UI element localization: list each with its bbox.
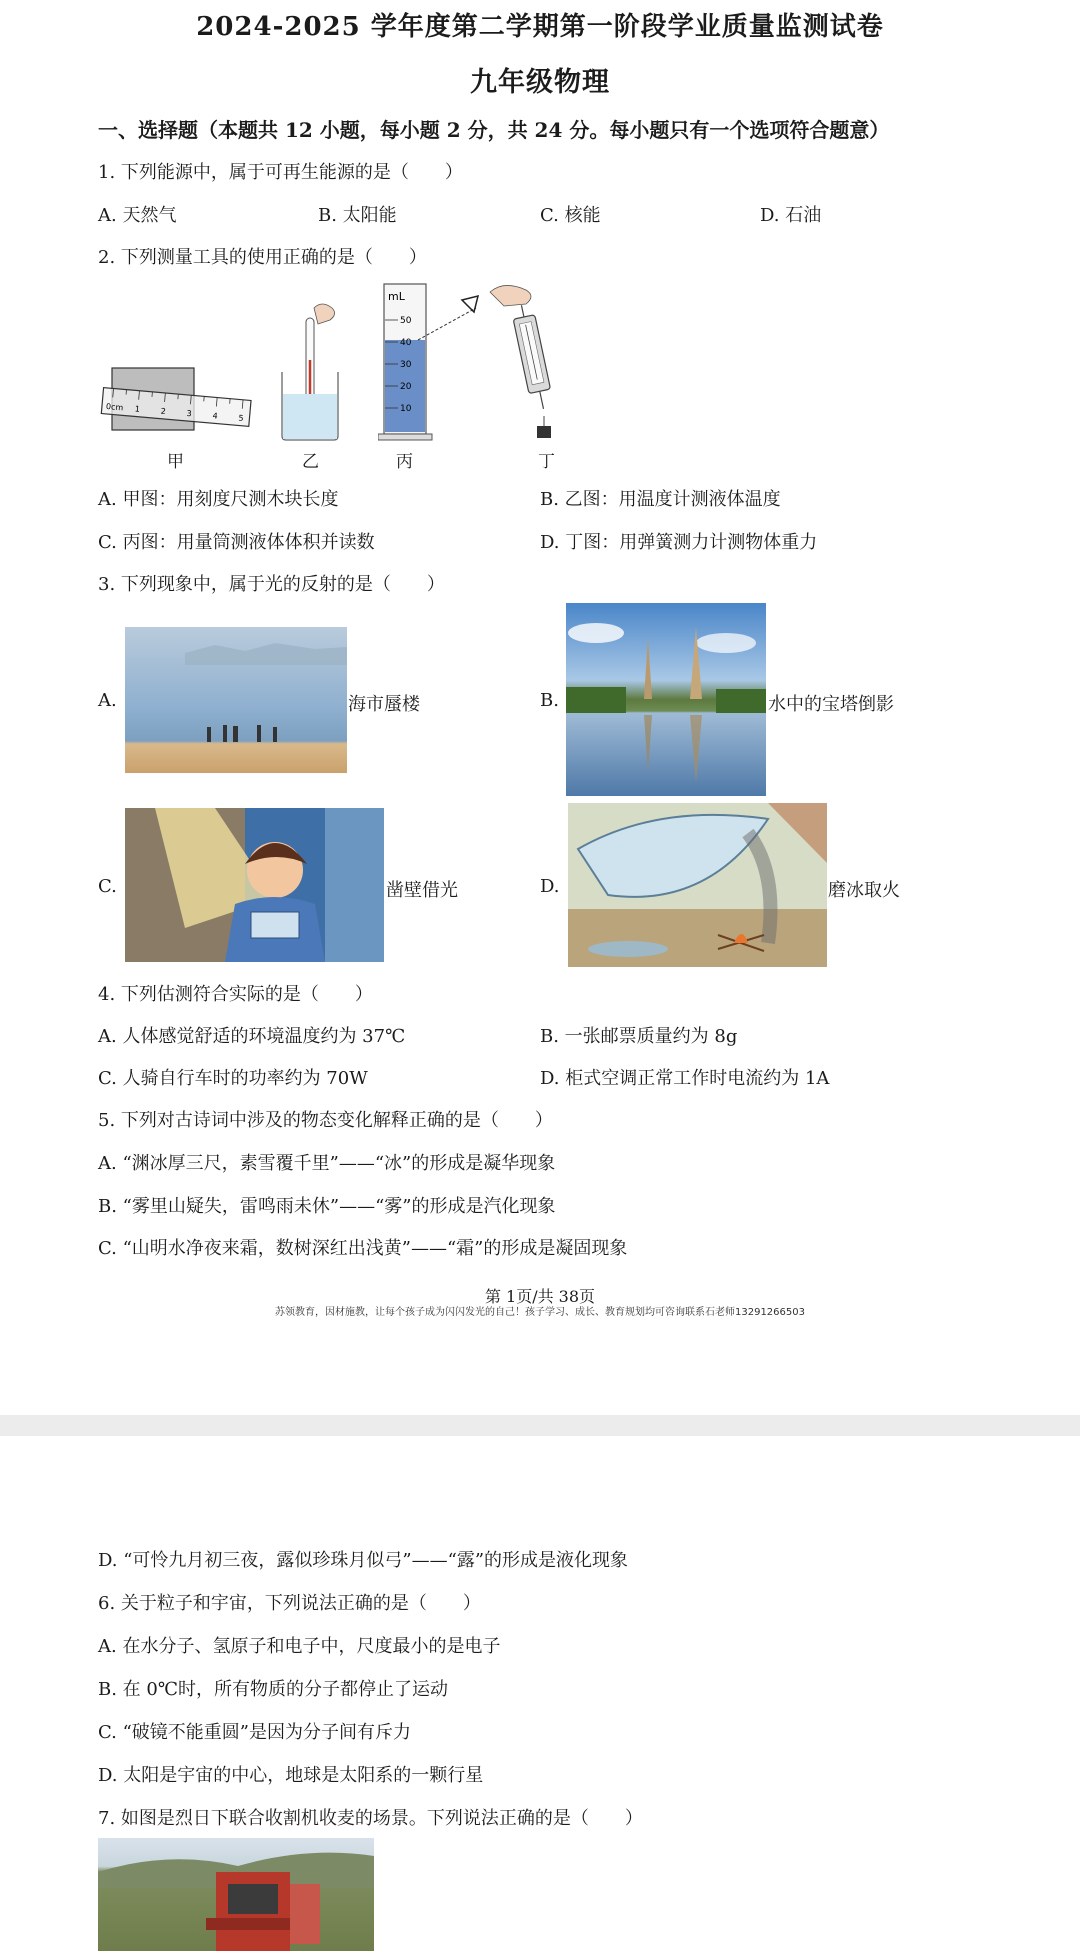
q5-option-a: A. “渊冰厚三尺，素雪覆千里”——“冰”的形成是凝华现象 [98,1153,556,1174]
q6-stem: 6. 关于粒子和宇宙，下列说法正确的是（ ） [98,1593,481,1614]
q4-option-c: C. 人骑自行车时的功率约为 70W [98,1068,368,1089]
q1-option-d: D. 石油 [760,205,822,226]
q2-option-b: B. 乙图：用温度计测液体温度 [540,489,781,510]
q2-option-c: C. 丙图：用量筒测液体体积并读数 [98,532,375,553]
q5-option-b: B. “雾里山疑失，雷鸣雨未休”——“雾”的形成是汽化现象 [98,1196,556,1217]
measuring-cylinder-figure [378,280,488,442]
q2-option-d: D. 丁图：用弹簧测力计测物体重力 [540,532,818,553]
section-heading: 一、选择题（本题共 12 小题，每小题 2 分，共 24 分。每小题只有一个选项符合题意） [98,118,890,142]
boy-reading-illustration [125,808,384,962]
ruler-tick-2: 2 [160,406,167,417]
thermometer-beaker-figure [276,300,346,442]
q4-option-b: B. 一张邮票质量约为 8g [540,1026,738,1047]
ruler-tick-0: 0cm [105,401,124,413]
q2-option-a: A. 甲图：用刻度尺测木块长度 [98,489,339,510]
cylinder-tick-40: 40 [400,338,412,348]
spring-scale-figure [484,280,574,442]
ruler-tick-1: 1 [134,404,141,414]
q3-option-c-letter: C. [98,876,117,897]
q1-stem: 1. 下列能源中，属于可再生能源的是（ ） [98,162,463,183]
ruler-tick-5: 5 [238,413,244,423]
q6-option-b: B. 在 0℃时，所有物质的分子都停止了运动 [98,1679,448,1700]
q6-option-c: C. “破镜不能重圆”是因为分子间有斥力 [98,1722,411,1743]
fig-label-bing: 丙 [396,452,413,472]
q2-stem: 2. 下列测量工具的使用正确的是（ ） [98,247,427,268]
ruler-block-figure [96,364,256,446]
cylinder-unit-label: mL [388,290,405,303]
footer-ad: 苏领教育，因材施教，让每个孩子成为闪闪发光的自己！孩子学习、成长、教育规划均可咨询联系石老师13291266503 [275,1307,805,1318]
pagoda-reflection-photo [566,603,766,796]
harvester-photo [98,1838,374,1951]
q1-option-a: A. 天然气 [98,205,177,226]
ice-lens-fire-illustration [568,803,827,967]
q7-stem: 7. 如图是烈日下联合收割机收麦的场景。下列说法正确的是（ ） [98,1808,643,1829]
ruler-tick-4: 4 [212,411,219,421]
mirage-photo [125,627,347,773]
fig-label-ding: 丁 [538,452,555,472]
q6-option-d: D. 太阳是宇宙的中心，地球是太阳系的一颗行星 [98,1765,484,1786]
page-number: 第 1页/共 38页 [484,1287,596,1306]
q5-option-c: C. “山明水净夜来霜，数树深红出浅黄”——“霜”的形成是凝固现象 [98,1238,628,1259]
cylinder-tick-50: 50 [400,316,412,326]
q3-option-b-caption: 水中的宝塔倒影 [768,694,894,715]
q1-option-b: B. 太阳能 [318,205,397,226]
q3-option-d-caption: 磨冰取火 [828,880,900,901]
q4-option-a: A. 人体感觉舒适的环境温度约为 37℃ [98,1026,406,1047]
q3-option-b-letter: B. [540,690,559,711]
exam-title: 2024-2025 学年度第二学期第一阶段学业质量监测试卷 [196,12,884,42]
q3-stem: 3. 下列现象中，属于光的反射的是（ ） [98,574,445,595]
cylinder-tick-20: 20 [400,382,412,392]
q1-option-c: C. 核能 [540,205,601,226]
q6-option-a: A. 在水分子、氢原子和电子中，尺度最小的是电子 [98,1636,501,1657]
cylinder-tick-10: 10 [400,404,412,414]
q5-stem: 5. 下列对古诗词中涉及的物态变化解释正确的是（ ） [98,1110,553,1131]
ruler-tick-3: 3 [186,408,193,419]
q5-option-d: D. “可怜九月初三夜，露似珍珠月似弓”——“露”的形成是液化现象 [98,1550,629,1571]
fig-label-yi: 乙 [302,452,319,472]
q4-stem: 4. 下列估测符合实际的是（ ） [98,984,373,1005]
q3-option-a-caption: 海市蜃楼 [348,694,420,715]
q3-option-d-letter: D. [540,876,560,897]
exam-subtitle: 九年级物理 [470,67,610,98]
exam-page-2 [0,1436,1080,1951]
q3-option-c-caption: 凿壁借光 [386,880,458,901]
q3-option-a-letter: A. [98,690,117,711]
fig-label-jia: 甲 [167,452,184,472]
q4-option-d: D. 柜式空调正常工作时电流约为 1A [540,1068,830,1089]
cylinder-tick-30: 30 [400,360,412,370]
